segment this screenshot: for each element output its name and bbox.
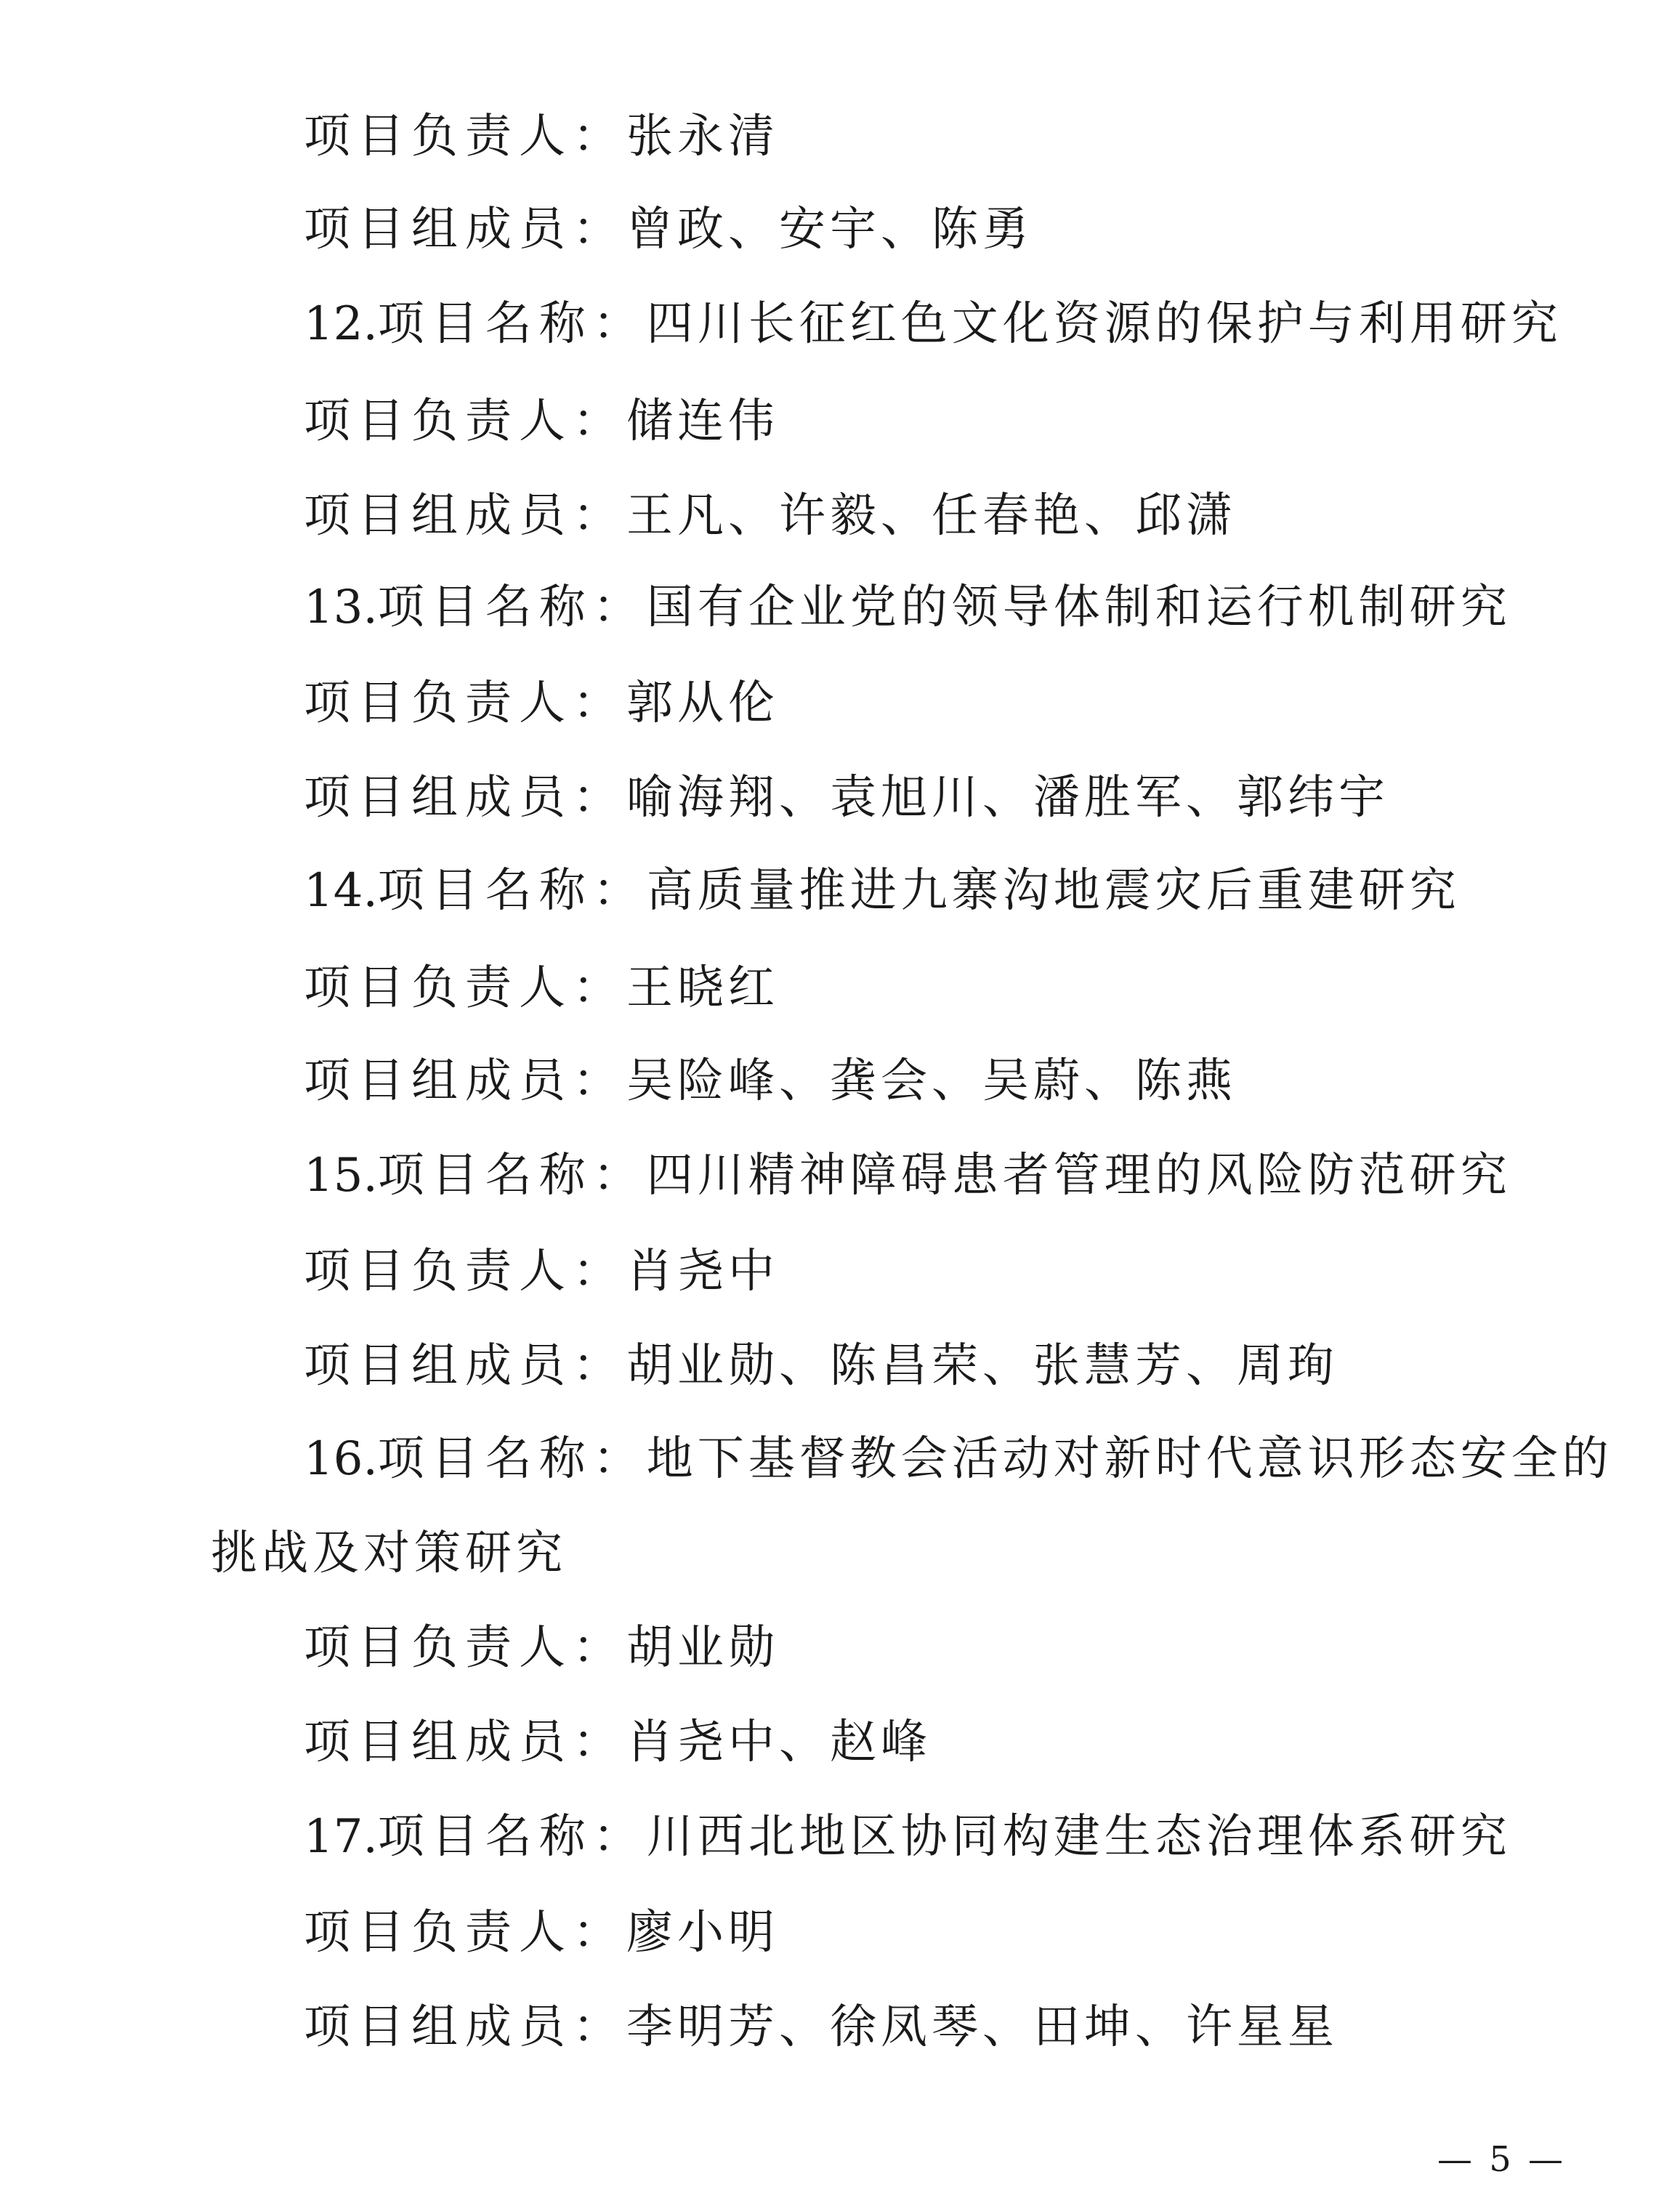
project-leader-line bbox=[304, 1619, 779, 1677]
members-label: 项目组成员： bbox=[304, 1339, 626, 1393]
leader-label: 项目负责人： bbox=[304, 1906, 626, 1960]
project-members-line bbox=[304, 769, 1389, 827]
project-title-continuation bbox=[211, 1524, 567, 1583]
project-members-line bbox=[304, 1998, 1338, 2056]
project-leader-line bbox=[304, 1243, 779, 1301]
project-leader-line bbox=[304, 108, 779, 166]
page-number: — 5 — bbox=[1437, 2139, 1567, 2180]
project-leader-line bbox=[304, 959, 779, 1017]
members-names: 肖尧中、赵峰 bbox=[626, 1716, 932, 1769]
project-title-line bbox=[304, 578, 1511, 637]
project-number: 15. bbox=[304, 1149, 378, 1203]
members-names: 吴险峰、龚会、吴蔚、陈燕 bbox=[626, 1054, 1237, 1108]
project-number: 16. bbox=[304, 1432, 378, 1486]
project-number: 12. bbox=[304, 297, 378, 351]
leader-name: 肖尧中 bbox=[626, 1245, 779, 1298]
leader-label: 项目负责人： bbox=[304, 110, 626, 163]
project-members-line bbox=[304, 1713, 932, 1771]
project-title-line bbox=[304, 862, 1461, 920]
leader-name: 王晓红 bbox=[626, 961, 779, 1015]
leader-label: 项目负责人： bbox=[304, 395, 626, 448]
project-leader-line bbox=[304, 674, 779, 732]
title-label: 项目名称： bbox=[377, 1149, 647, 1203]
members-label: 项目组成员： bbox=[304, 2000, 626, 2054]
leader-label: 项目负责人： bbox=[304, 1245, 626, 1298]
members-names: 李明芳、徐凤琴、田坤、许星星 bbox=[626, 2000, 1338, 2054]
members-label: 项目组成员： bbox=[304, 1716, 626, 1769]
project-leader-line bbox=[304, 392, 779, 451]
project-title: 四川精神障碍患者管理的风险防范研究 bbox=[646, 1149, 1511, 1203]
project-title-line bbox=[304, 1430, 1613, 1488]
project-title-line bbox=[304, 1808, 1511, 1866]
project-title: 国有企业党的领导体制和运行机制研究 bbox=[646, 581, 1511, 634]
project-number: 13. bbox=[304, 581, 378, 634]
leader-name: 郭从伦 bbox=[626, 676, 779, 730]
members-label: 项目组成员： bbox=[304, 1054, 626, 1108]
title-label: 项目名称： bbox=[377, 1432, 647, 1486]
project-title-line bbox=[304, 1147, 1511, 1205]
project-members-line bbox=[304, 201, 1033, 259]
leader-name: 胡业勋 bbox=[626, 1621, 779, 1675]
leader-label: 项目负责人： bbox=[304, 961, 626, 1015]
project-title-line bbox=[304, 295, 1562, 353]
project-members-line bbox=[304, 487, 1237, 545]
project-number: 14. bbox=[304, 864, 378, 918]
project-members-line bbox=[304, 1337, 1338, 1395]
project-title: 四川长征红色文化资源的保护与利用研究 bbox=[646, 297, 1562, 351]
members-label: 项目组成员： bbox=[304, 771, 626, 825]
project-title-wrap: 挑战及对策研究 bbox=[211, 1527, 567, 1580]
project-title: 高质量推进九寨沟地震灾后重建研究 bbox=[646, 864, 1461, 918]
project-title: 地下基督教会活动对新时代意识形态安全的 bbox=[646, 1432, 1613, 1486]
leader-name: 张永清 bbox=[626, 110, 779, 163]
leader-label: 项目负责人： bbox=[304, 1621, 626, 1675]
title-label: 项目名称： bbox=[377, 864, 647, 918]
title-label: 项目名称： bbox=[377, 581, 647, 634]
leader-name: 储连伟 bbox=[626, 395, 779, 448]
project-members-line bbox=[304, 1052, 1237, 1110]
title-label: 项目名称： bbox=[377, 297, 647, 351]
project-title: 川西北地区协同构建生态治理体系研究 bbox=[646, 1810, 1511, 1864]
title-label: 项目名称： bbox=[377, 1810, 647, 1864]
members-label: 项目组成员： bbox=[304, 489, 626, 543]
members-names: 胡业勋、陈昌荣、张慧芳、周珣 bbox=[626, 1339, 1338, 1393]
project-leader-line bbox=[304, 1904, 779, 1962]
leader-label: 项目负责人： bbox=[304, 676, 626, 730]
members-label: 项目组成员： bbox=[304, 203, 626, 256]
project-number: 17. bbox=[304, 1810, 378, 1864]
members-names: 曾政、安宇、陈勇 bbox=[626, 203, 1033, 256]
members-names: 王凡、许毅、任春艳、邱潇 bbox=[626, 489, 1237, 543]
members-names: 喻海翔、袁旭川、潘胜军、郭纬宇 bbox=[626, 771, 1389, 825]
leader-name: 廖小明 bbox=[626, 1906, 779, 1960]
